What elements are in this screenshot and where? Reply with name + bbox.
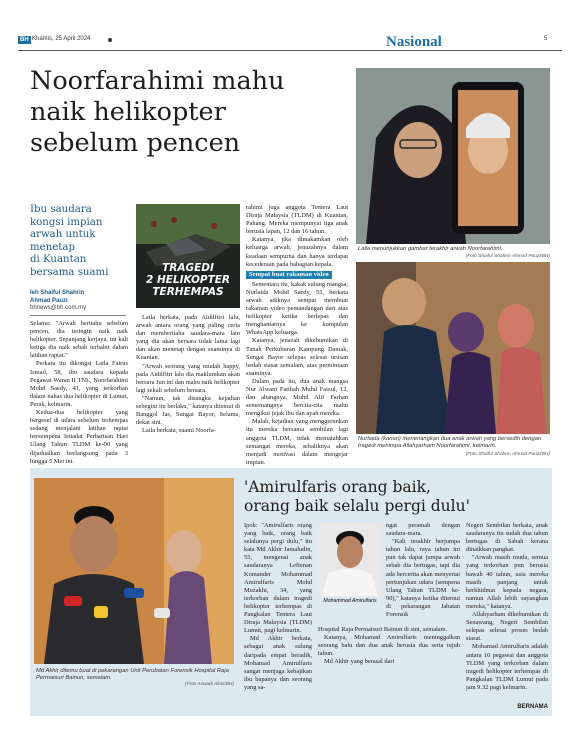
- story2-column-2b: Hospital Raja Permaisuri Bainun di sini, semalam. Katanya, Mohamad Amirulfaris meninggalkan seorang balu dan dua anak berusia dua serta tujuh tahun. Md Akhir yang berasal dari: [318, 626, 460, 666]
- agency-credit: BERNAMA: [517, 704, 548, 710]
- section-name: Nasional: [386, 34, 442, 50]
- portrait-caption: Mohammad Amirulfaris: [323, 598, 377, 604]
- caption-a: Laila menunjukkan gambar terakhir arwah Noorfarahimi.: [358, 246, 503, 252]
- subhead: Sempat buat rakaman video: [246, 271, 332, 279]
- issue-date: Khamis, 25 April 2024: [32, 36, 91, 42]
- photo-overlay-text: TRAGEDI 2 HELIKOPTER TERHEMPAS: [145, 262, 231, 298]
- story2-column-3: Negeri Sembilan berkata, anak saudaranya itu sudah dua tahun bertugas di Sabah kerana dinaikkan pangkat. "Arwah masih muda, semua yang terkorban pun berusia bawah 40 tahun, usia mereka masih panjang untuk berkhidmat kepada negara, namun Allah lebih sayangkan mereka," katanya. Allahyarham dikebumikan di Senawang, Negeri Sembilan selepas selesai proses bedah siasat. Mohamad Amirulfaris adalah antara 10 pegawai dan anggota TLDM yang terkorban dalam tragedi helikopter terhempas di Pangkalan TLDM Lumut pada jam 9.32 pagi kelmarin.: [466, 522, 548, 691]
- story1-column-1: Selama: "Arwah beritahu sebelum pencen, dia teringin naik naik helikopter. Sepanjang kerjaya, ini kali ketiga dia naik sebab terbabit dalam latihan raptai." Perkara itu dikongsi Laila Fairus Ismail, 58, ibu saudara kepada Pegawai Waran II TNL, Noorfarahimi Mohd Saedy, 41, yang terkorban dalam nahas dua helikopter di Lumut, Perak, kelmarin. Kedua-dua helikopter yang bergesel di udara sebelum terhempas sedang menjalani latihan raptai bersempena Istiadat Perbarisan Hari Ulang Tahun TLDM ke-90 yang dijadualkan berlangsung pada 3 hingga 5 Mei ini.: [30, 320, 128, 465]
- md-akhir-image: [34, 478, 234, 664]
- byline: Ieh Shaiful Shahrin Ahmad Pauzi bhnews@bh.com.my: [30, 290, 130, 316]
- story1-standfirst: Ibu saudara kongsi impian arwah untuk menetap di Kuantan bersama suami: [30, 204, 109, 278]
- portrait-amirulfaris: [318, 522, 382, 596]
- tragedy-photo: [136, 204, 240, 308]
- photo-family: [356, 262, 550, 434]
- photo-md-akhir: [34, 478, 234, 664]
- amirulfaris-image: [318, 522, 382, 596]
- byline-rule: [30, 315, 126, 316]
- header-rule: [18, 50, 562, 51]
- story1-column-2: Laila berkata, pada Aidilfitri lalu, arwah antara orang yang paling ceria dan memberitahu saudara-mara lain yang dia akan bersara tidak lama lagi dan akan menetap dengan suaminya di Kuantan. "Arwah seorang yang mudah happy, pada Aidilfitri lalu dia maklumkan akan bersara Jun ini dan mahu naik helikopter lagi sekali sebelum bersara. "Namun, tak disangka kejadian sebegini itu berlaku," katanya ditemui di Banggol Jas, Sungai Bayor, Selama, dekat sini. Laila berkata, suami Noorfa-: [136, 314, 240, 435]
- laila-image: [356, 68, 550, 244]
- credit-b: (Foto Shaiful Shahrin Ahmad Pauzi/BH): [465, 452, 550, 457]
- caption-b: Nurlaida (kanan) menenangkan dua anak arwah yang bersedih dengan tragedi menimpa Allahyarham Noorfarahimi, kelmarin.: [358, 436, 542, 449]
- bh-logo: BH: [20, 37, 29, 43]
- page-header: [18, 30, 562, 58]
- story2-column-2a: ngat peramah dengan saudara-mara. "Kali terakhir berjumpa tahun lalu, raya tahun ini pun tak dapat jumpa arwah sebab dia bertugas, tapi dia ada bercerita akan menyertai pertunjukan udara (sempena Ulang Tahun TLDM ke-90)," katanya ketika ditemui di pekarangan Jabatan Forensik: [386, 522, 460, 619]
- story2-headline: 'Amirulfaris orang baik, orang baik selalu pergi dulu': [244, 478, 470, 515]
- page-number: 5: [544, 36, 548, 42]
- caption-c: Md Akhir ditemu bual di pekarangan Unit Perubatan Forensik Hospital Raja Permaisuri Bainun, semalam.: [36, 668, 229, 681]
- bullet-icon: [108, 38, 112, 42]
- story2-column-1: Ipoh: "Amirulfaris orang yang baik, orang baik selalunya pergi dulu," itu kata Md Akhir Jamaludin, 55, mengenai anak saudaranya Leftenan Komander Mohammad Amirulfaris Mohd Muzakhi, 34, yang terkorban dalam tragedi helikopter terhempas di Pangkalan Tentera Laut Diraja Malaysia (TLDM) Lumut, pagi kelmarin. Md Akhir berkata, sebagai anak sulung daripada empat beradik, Mohamad Amirulfaris sangat menjaga kebajikan ibu bapanya dan seorang yang sa-: [244, 522, 312, 691]
- story1-column-3: rahimi juga anggota Tentera Laut Diraja Malaysia (TLDM) di Kuantan, Pahang. Mereka mempunyai tiga anak berusia lapan, 12 dan 16 tahun. Katanya, jika dimakamkan oleh keluarga arwah, jenazahnya dalam keadaan sempurna dan hanya terdapat kecederaan pada bahagian kepala. Sempat buat rakaman video Sementara itu, kakak sulung mangsa, Nurlaida Mohd Saedy, 55, berkata arwah adiknya sempat membuat rakaman video pemandangan dari atas helikopter ketika berlepas dan menghantarnya ke kumpulan WhatsApp keluarga. Katanya, jenazah dikebumikan di Tanah Perkuburan Kampung Damak, Sungai Bayor selepas selesai urusan bedah siasat semalam, atas permintaan suaminya. Dalam pada itu, dua anak mangsa Nur Alwani Fatihah Muhd Faizul, 12, dan abangnya, Muhd Alif Farhan sememangnya bercita-cita mahu mengikut jejak ibu dan ayah mereka. Malah, kejadian yang menggerunkan itu mereka bersama sembilan lagi anggota TLDM, tidak mematahkan semangat mereka, sebaliknya akan menjadi motivasi dalam mengejar impian.: [246, 204, 348, 466]
- family-image: [356, 262, 550, 434]
- photo-laila: [356, 68, 550, 244]
- credit-c: (Foto Aswadi Alias/BH): [185, 682, 234, 687]
- credit-a: (Foto Shaiful Shahrin Ahmad Pauzi/BH): [465, 254, 550, 259]
- story1-headline: Noorfarahimi mahu naik helikopter sebelum pencen: [30, 66, 285, 158]
